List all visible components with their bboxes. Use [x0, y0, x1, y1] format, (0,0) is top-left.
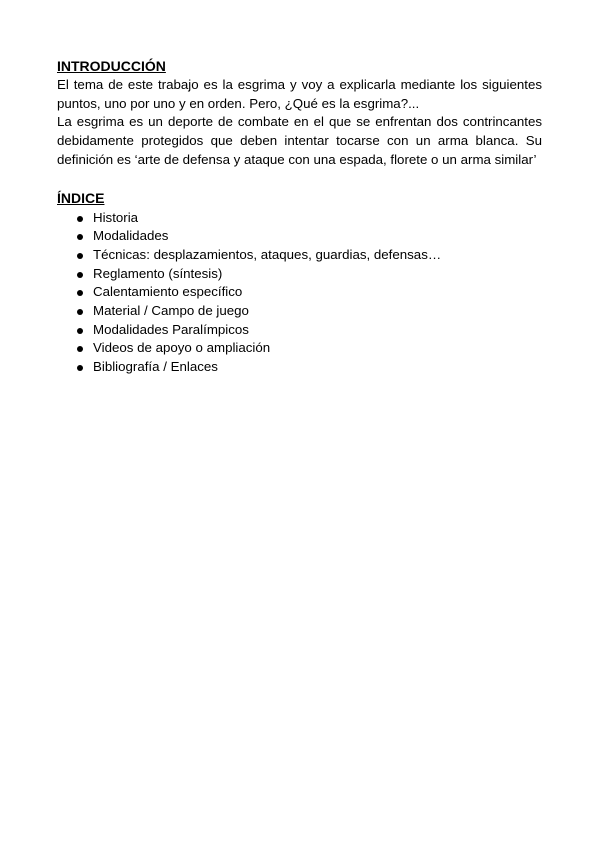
intro-paragraph-1: El tema de este trabajo es la esgrima y voy a explicarla mediante los siguientes puntos, uno por uno y en orden. Pero, ¿Qué es la esgrima?... [57, 77, 542, 111]
bullet-icon [77, 290, 83, 296]
bullet-icon [77, 346, 83, 352]
bullet-icon [77, 365, 83, 371]
index-item-label: Reglamento (síntesis) [93, 265, 223, 281]
bullet-icon [77, 216, 83, 222]
index-item [57, 246, 542, 265]
bullet-icon [77, 253, 83, 259]
index-item [57, 358, 542, 377]
document-page [57, 58, 542, 377]
bullet-icon [77, 309, 83, 315]
index-item [57, 302, 542, 321]
index-list [57, 209, 542, 377]
index-item-label: Modalidades [93, 228, 169, 244]
index-item-label: Técnicas: desplazamientos, ataques, guardias, defensas… [93, 246, 442, 262]
bullet-icon [77, 272, 83, 278]
index-item [57, 227, 542, 246]
index-item [57, 265, 542, 284]
index-item-label: Historia [93, 209, 139, 225]
index-item-label: Calentamiento específico [93, 284, 243, 300]
intro-heading: INTRODUCCIÓN [57, 58, 166, 74]
bullet-icon [77, 234, 83, 240]
index-item-label: Videos de apoyo o ampliación [93, 340, 271, 356]
index-item-label: Modalidades Paralímpicos [93, 321, 249, 337]
index-item-label: Material / Campo de juego [93, 303, 249, 319]
index-item [57, 339, 542, 358]
index-item [57, 321, 542, 340]
bullet-icon [77, 328, 83, 334]
index-item [57, 209, 542, 228]
index-item-label: Bibliografía / Enlaces [93, 359, 218, 375]
index-heading: ÍNDICE [57, 189, 105, 206]
index-item [57, 283, 542, 302]
intro-paragraph-2: La esgrima es un deporte de combate en el que se enfrentan dos contrincantes debidamente protegidos que deben intentar tocarse con un arma blanca. Su definición es ‘arte de defensa y ataque con una espada, florete o un arma similar’ [57, 114, 542, 167]
